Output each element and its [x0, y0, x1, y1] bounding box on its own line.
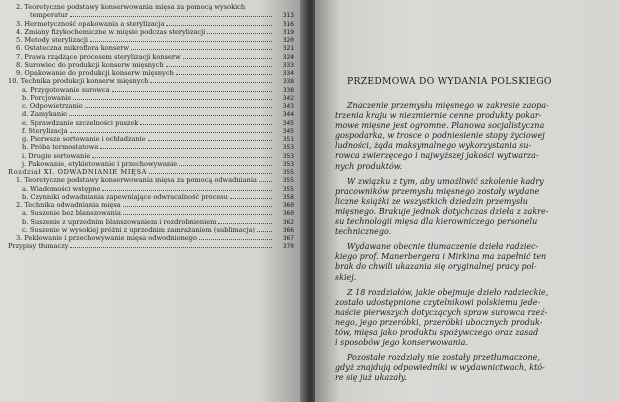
toc-entry-title: 6. Ostateczna mikroflora konserw	[16, 44, 130, 53]
toc-entry-title: 10. Technika produkcji konserw mięsnych	[8, 77, 149, 86]
preface-line: Wydawane obecnie tłumaczenie dzieła radziec-	[347, 242, 539, 252]
toc-entry-page: 344	[282, 111, 294, 119]
toc-entry-title: 5. Metody sterylizacji	[16, 36, 88, 44]
toc-entry-title: 2. Technika odwadniania mięsa	[16, 201, 121, 209]
preface-line: nego, jego przeróbki, przeróbki ubocznych produk-	[335, 317, 543, 327]
toc-leader-dots	[179, 160, 272, 166]
toc-entry-page: 316	[282, 20, 294, 28]
toc-leader-dots	[183, 53, 272, 59]
toc-entry	[8, 193, 294, 201]
toc-entry-page: 342	[282, 94, 294, 102]
toc-entry-title: 3. Hermetyczność opakowania a sterylizacja	[16, 19, 165, 28]
toc-entry	[8, 176, 294, 184]
preface-line: rowca zwierzęcego i najwyższej jakości wytwarza-	[335, 151, 539, 161]
table-of-contents	[8, 3, 294, 251]
toc-entry-page: 366	[282, 226, 294, 234]
toc-entry-page: 333	[282, 61, 294, 69]
toc-entry	[8, 3, 294, 11]
preface-body	[335, 101, 597, 383]
preface-line: naście pierwszych dotyczących spraw surowca rzeź-	[335, 307, 548, 317]
toc-entry-page: 362	[282, 218, 294, 226]
toc-leader-dots	[112, 86, 272, 92]
toc-entry-page: 370	[282, 243, 294, 251]
toc-entry-page: 324	[282, 53, 294, 61]
toc-entry	[8, 185, 294, 193]
toc-entry-title: 1. Teoretyczne podstawy konserwowania mięsa za pomocą odwadniania	[16, 176, 257, 185]
toc-entry-title: 8. Surowiec do produkcji konserw mięsnych	[16, 60, 164, 69]
preface-title: PRZEDMOWA DO WYDANIA POLSKIEGO	[347, 76, 552, 87]
preface-line: nych produktów.	[335, 161, 403, 171]
toc-entry	[8, 143, 294, 151]
toc-entry-page: 319	[282, 28, 294, 36]
toc-leader-dots	[70, 11, 272, 17]
toc-entry-title: c. Suszenie w wysokiej próżni z uprzednim zamrażaniem (sublimacja)	[22, 225, 255, 234]
toc-entry-title: temperatur	[30, 11, 69, 20]
toc-entry	[8, 127, 294, 135]
toc-entry-page: 367	[282, 235, 294, 242]
toc-entry-title: e. Sprawdzanie szczelności puszek	[22, 118, 139, 127]
toc-entry-title: a. Przygotowanie surowca	[22, 85, 110, 94]
toc-leader-dots	[90, 36, 272, 42]
toc-entry-title: b. Czynniki odwadniania zapewniające odwracalność procesu	[22, 192, 228, 201]
toc-leader-dots	[257, 226, 272, 232]
toc-entry	[8, 218, 294, 226]
toc-entry-title: c. Odpowietrzanie	[22, 102, 83, 110]
toc-entry	[8, 226, 294, 234]
toc-leader-dots	[70, 127, 272, 133]
toc-entry-title: j. Pakowanie, etykietowanie i przechowywanie	[22, 159, 178, 168]
toc-leader-dots	[149, 168, 272, 174]
toc-leader-dots	[70, 242, 272, 248]
preface-line: tów, mięsa jako produktu spożywczego oraz zasad	[335, 327, 539, 337]
left-page	[0, 0, 305, 402]
toc-entry-title: h. Próba termostatowa	[22, 143, 99, 152]
toc-entry-page: 338	[282, 78, 294, 86]
preface-line: gdyż znajdują odpowiedniki w wydawnictwach, któ-	[335, 363, 545, 373]
toc-leader-dots	[69, 110, 272, 116]
preface-line: Znaczenie przemysłu mięsnego w zakresie zaopa-	[347, 101, 549, 110]
preface-line: W związku z tym, aby umożliwić szkolenie kadry	[347, 176, 544, 186]
toc-entry	[8, 242, 294, 250]
toc-entry-title: 2. Teoretyczne podstawy konserwowania mięsa za pomocą wysokich	[16, 3, 246, 11]
preface-line: zostało udostępnione czytelnikowi polskiemu jede-	[335, 297, 541, 307]
toc-entry-page: 355	[282, 169, 294, 176]
toc-leader-dots	[131, 44, 272, 50]
toc-entry-title: g. Pierwsze sortowanie i ochładzanie	[22, 135, 146, 143]
preface-line: re się już ukazały.	[335, 373, 407, 383]
toc-entry-page: 355	[282, 185, 294, 193]
toc-entry	[8, 168, 294, 176]
toc-entry	[8, 61, 294, 69]
preface-line: Z 18 rozdziałów, jakie obejmuje dzieło radzieckie,	[347, 287, 549, 297]
toc-leader-dots	[259, 176, 272, 182]
toc-entry-page: 334	[282, 70, 294, 77]
toc-entry-page: 360	[282, 202, 294, 209]
preface-line: liczne książki ze wszystkich dziedzin przemysłu	[335, 196, 528, 206]
toc-leader-dots	[123, 209, 272, 215]
toc-entry-title: 3. Peklowanie i przechowywanie mięsa odwodnionego	[16, 234, 197, 242]
toc-leader-dots	[230, 193, 272, 199]
toc-entry-page: 353	[282, 160, 294, 168]
toc-entry-title: Przypisy tłumaczy	[8, 242, 69, 251]
toc-entry-page: 355	[282, 177, 294, 185]
toc-entry	[8, 152, 294, 160]
toc-entry-title: 7. Prawa rządzące procesem sterylizacji konserw	[16, 52, 181, 61]
toc-entry-title: 4. Zmiany fizykochemiczne w mięsie podczas sterylizacji	[16, 27, 206, 36]
preface-line: ludności, żąda maksymalnego wykorzystania su-	[335, 141, 532, 151]
preface-line: technicznego.	[335, 227, 392, 237]
preface-line: skiej.	[335, 272, 357, 282]
toc-entry-title: d. Zamykanie	[22, 110, 68, 119]
right-page	[315, 0, 620, 402]
preface	[335, 76, 597, 383]
toc-entry-page: 320	[282, 37, 294, 44]
toc-entry	[8, 44, 294, 52]
toc-leader-dots	[150, 77, 272, 83]
toc-entry-page: 345	[282, 119, 294, 127]
toc-entry	[8, 201, 294, 209]
toc-leader-dots	[148, 135, 272, 141]
toc-entry	[8, 160, 294, 168]
toc-leader-dots	[100, 143, 272, 149]
toc-entry	[8, 110, 294, 118]
toc-leader-dots	[176, 69, 272, 75]
toc-entry	[8, 28, 294, 36]
preface-line: mięsnego. Brakuje jednak dotychczas dzieła z zakre-	[335, 206, 549, 216]
toc-entry	[8, 11, 294, 19]
toc-leader-dots	[73, 94, 272, 100]
toc-entry	[8, 102, 294, 110]
preface-line: trzenia kraju w niezmiernie cenne produkty pokar-	[335, 111, 542, 121]
toc-entry-title: b. Suszenie z uprzednim blanszowaniem i rozdrobnieniem	[22, 217, 217, 226]
toc-entry-page: 353	[282, 144, 294, 152]
toc-leader-dots	[102, 185, 272, 191]
toc-entry	[8, 135, 294, 143]
toc-entry-page: 345	[282, 127, 294, 135]
preface-line: mowe mięsne jest ogromne. Planowa socjalistyczna	[335, 121, 545, 131]
toc-entry-page: 321	[282, 45, 294, 53]
toc-entry-title: i. Drugie sortowanie	[22, 151, 91, 160]
toc-entry	[8, 77, 294, 85]
toc-entry-page: 360	[282, 210, 294, 218]
toc-leader-dots	[166, 20, 272, 26]
toc-entry-title: a. Suszenie bez blanszowania	[22, 209, 121, 218]
toc-leader-dots	[218, 218, 272, 224]
preface-line: su technologii mięsa dla kierowniczego personelu	[335, 217, 538, 227]
preface-line: brak do chwili ukazania się oryginalnej pracy pol-	[335, 262, 537, 272]
toc-entry-title: a. Wiadomości wstępne	[22, 184, 101, 193]
toc-entry-page: 358	[282, 193, 294, 201]
toc-entry	[8, 53, 294, 61]
preface-line: Pozostałe rozdziały nie zostały przetłumaczone,	[347, 353, 540, 363]
toc-entry-page: 338	[282, 86, 294, 94]
toc-entry	[8, 234, 294, 242]
toc-entry	[8, 119, 294, 127]
toc-entry	[8, 20, 294, 28]
preface-line: i sposobów jego konserwowania.	[335, 338, 468, 348]
toc-entry-title: f. Sterylizacja	[22, 126, 68, 135]
toc-entry	[8, 69, 294, 77]
toc-entry	[8, 36, 294, 44]
preface-line: pracowników przemysłu mięsnego zostały wydane	[335, 186, 540, 196]
toc-entry-page: 353	[282, 152, 294, 160]
toc-leader-dots	[85, 102, 272, 108]
toc-leader-dots	[123, 201, 272, 207]
toc-entry-page: 351	[282, 136, 294, 143]
toc-entry-title: Rozdział XI. ODWADNIANIE MIĘSA	[8, 168, 147, 176]
preface-line: kiego prof. Manerbergera i Mirkina ma zapełnić ten	[335, 252, 547, 262]
preface-line: gospodarka, w trosce o podniesienie stopy życiowej	[335, 131, 545, 141]
toc-leader-dots	[92, 152, 272, 158]
toc-entry	[8, 94, 294, 102]
toc-leader-dots	[207, 28, 272, 34]
toc-entry-page: 343	[282, 103, 294, 110]
toc-entry-title: 9. Opakowanie do produkcji konserw mięsnych	[16, 69, 174, 77]
toc-leader-dots	[140, 119, 272, 125]
toc-leader-dots	[199, 234, 272, 240]
toc-entry-page: 313	[282, 12, 294, 20]
toc-entry	[8, 209, 294, 217]
toc-entry	[8, 86, 294, 94]
toc-entry-title: b. Porcjowanie	[22, 93, 72, 102]
toc-leader-dots	[166, 61, 272, 67]
